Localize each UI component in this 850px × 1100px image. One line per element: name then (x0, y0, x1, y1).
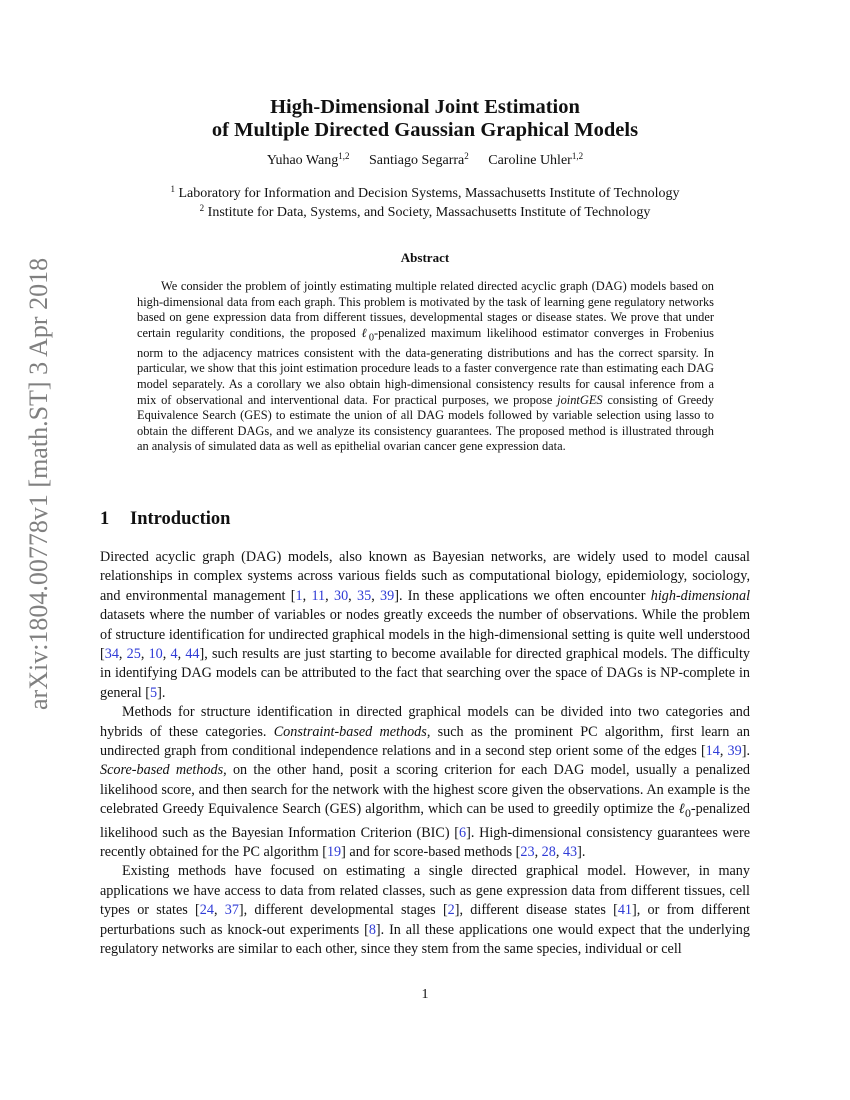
author-name: Santiago Segarra (368, 153, 465, 168)
author-name: Yuhao Wang (266, 153, 339, 168)
author-list (100, 152, 750, 170)
citation-link[interactable]: 25 (126, 646, 141, 663)
title-line-1: High-Dimensional Joint Estimation (270, 96, 580, 118)
section-title: Introduction (130, 509, 231, 529)
abstract-text: We consider the problem of jointly estimating multiple related directed acyclic graph (DAG) models based on high-dimensional data from each graph. This problem is motivated by the task of learning gene regulatory networks based on gene expression data from different tissues, developmental stages or disease states. We prove that under certain regularity conditions, the proposed ℓ$_0$-penalized maximum likelihood estimator converges in Frobenius norm to the adjacency matrices consistent with the data-generating distributions and has the correct sparsity. In particular, we show that this joint estimation procedure leads to a faster convergence rate than estimating each DAG model separately. As a corollary we also obtain high-dimensional consistency results for causal inference from a mix of observational and interventional data. For practical purposes, we propose jointGES consisting of Greedy Equivalence Search (GES) to estimate the union of all DAG models followed by variable selection using lasso to obtain the different DAGs, and we analyze its consistency guarantees. The proposed method is illustrated through an analysis of simulated data as well as epithelial ovarian cancer gene expression data. (137, 279, 714, 454)
citation-link[interactable]: 23 (520, 843, 535, 860)
citation-link[interactable]: 28 (541, 843, 556, 860)
affiliation-mark: 2 (199, 203, 205, 213)
affiliation-mark: 1 (170, 184, 175, 194)
citation-link[interactable]: 37 (224, 902, 239, 919)
arxiv-identifier: arXiv:1804.00778v1 [math.ST] 3 Apr 2018 (24, 257, 53, 710)
section-heading (100, 509, 230, 530)
affiliation-mark: 1,2 (571, 151, 584, 161)
citation-link[interactable]: 10 (148, 646, 163, 663)
citation-link[interactable]: 19 (326, 843, 342, 860)
citation-link[interactable]: 8 (368, 921, 376, 938)
paragraph: Methods for structure identification in directed graphical models can be divided into two categories and hybrids of these categories. Constraint-based methods, such as the prominent PC algorithm, first learn an undirected graph from conditional independence relations and in a second step orient some of the edges [14, 39]. Score-based methods, on the other hand, posit a scoring criterion for each DAG model, usually a penalized likelihood score, and then search for the network with the highest score given the observations. An example is the celebrated Greedy Equivalence Search (GES) algorithm, which can be used to greedily optimize the ℓ$_0$-penalized likelihood such as the Bayesian Information Criterion (BIC) [6]. High-dimensional consistency guarantees were recently obtained for the PC algorithm [19] and for score-based methods [23, 28, 43]. (100, 704, 750, 860)
author-name: Caroline Uhler (488, 153, 572, 168)
abstract-heading: Abstract (400, 250, 450, 265)
author (267, 153, 350, 168)
citation-link[interactable]: 11 (311, 587, 326, 604)
citation-link[interactable]: 39 (727, 743, 742, 760)
citation-link[interactable]: 2 (447, 902, 455, 919)
citation-link[interactable]: 6 (459, 824, 467, 841)
citation-link[interactable]: 43 (562, 843, 578, 860)
citation-link[interactable]: 14 (705, 743, 720, 760)
affiliations (100, 184, 750, 222)
page-number: 1 (421, 987, 429, 1002)
affiliation (100, 184, 750, 203)
paragraph: Directed acyclic graph (DAG) models, also known as Bayesian networks, are widely used to model causal relationships in complex systems across various fields such as computational biology, epidemiology, sociology, and environmental management [1, 11, 30, 35, 39]. In these applications we often encounter high-dimensional datasets where the number of variables or nodes greatly exceeds the number of observations. While the problem of structure identification for undirected graphical models in the high-dimensional setting is quite well understood [34, 25, 10, 4, 44], such results are just starting to become available for directed graphical models. The difficulty in identifying DAG models can be attributed to the fact that searching over the space of DAGs is NP-complete in general [5]. (100, 549, 751, 701)
author (369, 153, 469, 168)
paper-title (100, 96, 750, 142)
section-number: 1 (100, 509, 110, 529)
paragraph: Existing methods have focused on estimating a single directed graphical model. However, in many applications we have access to data from related classes, such as gene expression data from different tissues, cell types or states [24, 37], different developmental stages [2], different disease states [41], or from different perturbations such as knock-out experiments [8]. In all these applications one would expect that the underlying regulatory networks are similar to each other, since they stem from the same species, individual or cell (100, 863, 750, 957)
citation-link[interactable]: 24 (199, 902, 214, 919)
citation-link[interactable]: 39 (380, 587, 395, 604)
citation-link[interactable]: 4 (170, 646, 178, 663)
affiliation-mark: 1,2 (338, 151, 350, 161)
citation-link[interactable]: 34 (104, 646, 119, 663)
affiliation-mark: 2 (464, 151, 469, 161)
citation-link[interactable]: 1 (295, 587, 303, 604)
citation-link[interactable]: 44 (185, 646, 200, 663)
citation-link[interactable]: 35 (357, 587, 372, 604)
citation-link[interactable]: 41 (617, 902, 632, 919)
title-line-2: of Multiple Directed Gaussian Graphical Models (211, 119, 639, 141)
method-name: jointGES (557, 392, 603, 407)
author (488, 153, 583, 168)
citation-link[interactable]: 5 (150, 684, 158, 701)
affiliation (100, 203, 750, 222)
introduction-body (100, 548, 750, 959)
citation-link[interactable]: 30 (333, 587, 349, 604)
affiliation-text: Laboratory for Information and Decision Systems, Massachusetts Institute of Technology (178, 186, 680, 201)
affiliation-text: Institute for Data, Systems, and Society, Massachusetts Institute of Technology (207, 205, 651, 220)
